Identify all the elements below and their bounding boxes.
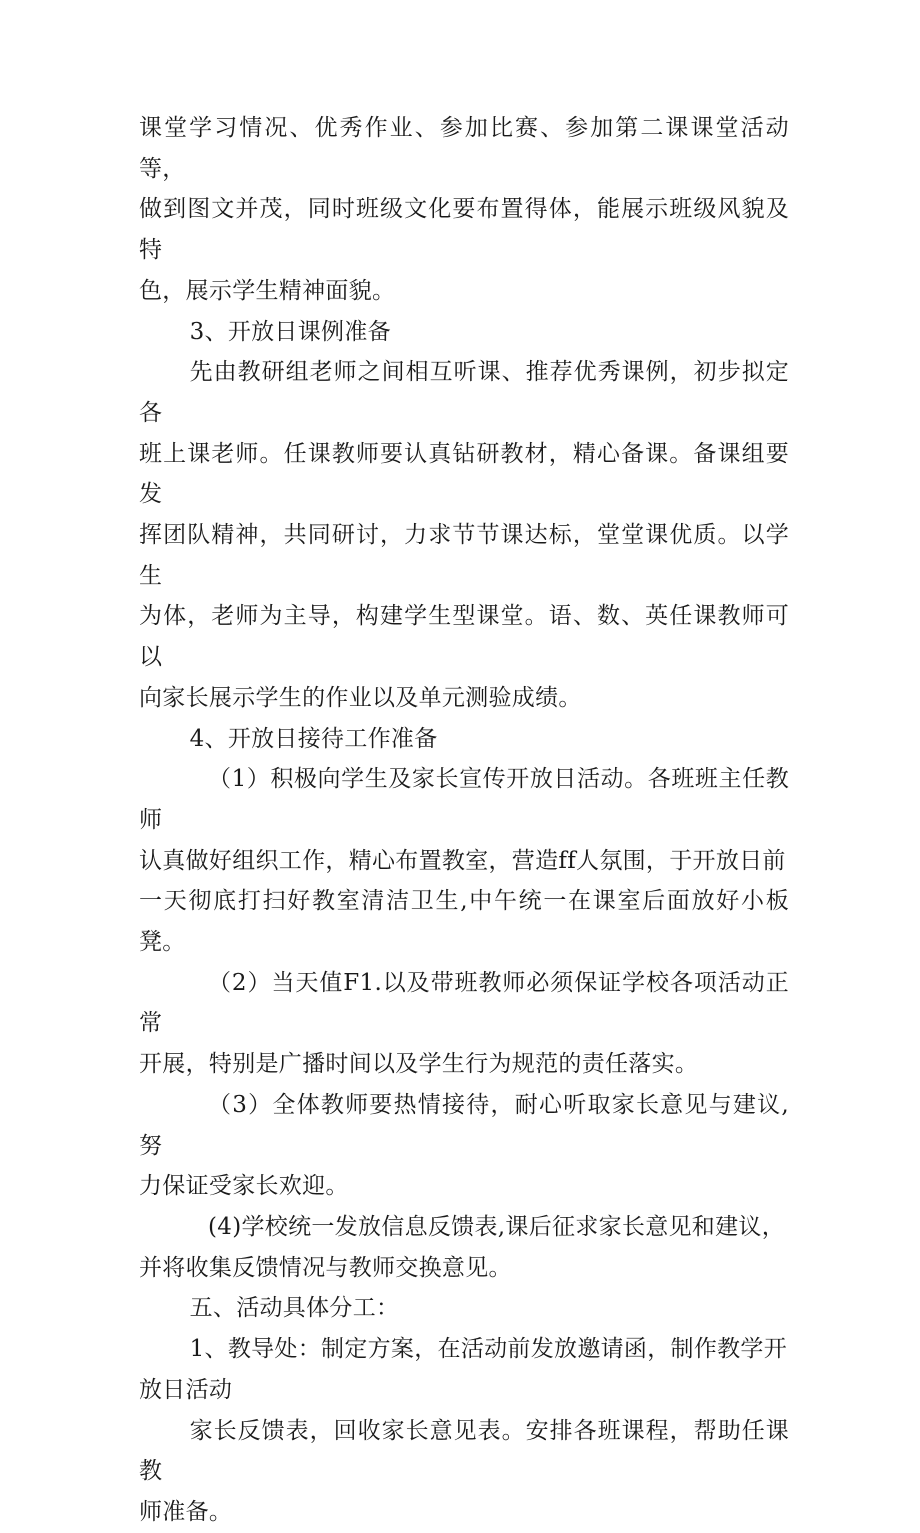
heading-lesson-preparation xyxy=(139,312,789,353)
text-line: 课堂学习情况、优秀作业、参加比赛、参加第二课课堂活动等， xyxy=(139,115,789,182)
paragraph-item-3 xyxy=(139,1085,789,1207)
text-line: 先由教研组老师之间相互听课、推荐优秀课例，初步拟定各 xyxy=(139,359,789,426)
paragraph-feedback-form xyxy=(139,1411,789,1533)
text-line: 1、教导处：制定方案，在活动前发放邀请函，制作教学开 xyxy=(189,1336,788,1363)
text-line: 并将收集反馈情况与教师交换意见。 xyxy=(139,1254,512,1281)
heading-text: 4、开放日接待工作准备 xyxy=(189,725,438,752)
text-line: 色，展示学生精神面貌。 xyxy=(139,277,396,304)
text-line: 做到图文并茂，同时班级文化要布置得体，能展示班级风貌及特 xyxy=(139,196,789,264)
heading-reception-preparation xyxy=(139,719,789,760)
text-line: (4)学校统一发放信息反馈表,课后征求家长意见和建议， xyxy=(208,1213,785,1240)
text-line: 班上课老师。任课教师要认真钻研教材，精心备课。备课组要发 xyxy=(139,440,789,508)
paragraph-item-1 xyxy=(139,759,789,963)
text-line: （1）积极向学生及家长宣传开放日活动。各班班主任教师 xyxy=(139,766,789,833)
paragraph-item-2 xyxy=(139,963,789,1085)
text-line: 认真做好组织工作，精心布置教室，营造ff人氛围，于开放日前 xyxy=(139,847,786,874)
text-line: 开展，特别是广播时间以及学生行为规范的责任落实。 xyxy=(139,1051,699,1078)
text-line: （2）当天值F1.以及带班教师必须保证学校各项活动正常 xyxy=(139,969,789,1037)
heading-text: 五、活动具体分工： xyxy=(189,1295,400,1322)
text-line: （3）全体教师要热情接待，耐心听取家长意见与建议,努 xyxy=(139,1091,789,1159)
heading-text: 3、开放日课例准备 xyxy=(189,318,391,345)
document-body xyxy=(139,108,789,1533)
text-line: 挥团队精神，共同研讨，力求节节课达标，堂堂课优质。以学生 xyxy=(139,522,789,589)
text-line: 力保证受家长欢迎。 xyxy=(139,1173,349,1200)
paragraph-lesson-preparation xyxy=(139,352,789,718)
text-line: 为体，老师为主导，构建学生型课堂。语、数、英任课教师可以 xyxy=(139,603,789,671)
heading-division-of-labor xyxy=(139,1288,789,1329)
text-line: 放日活动 xyxy=(139,1376,233,1403)
paragraph-item-4 xyxy=(139,1207,789,1288)
paragraph-academic-office xyxy=(139,1329,789,1410)
text-line: 向家长展示学生的作业以及单元测验成绩。 xyxy=(139,684,582,711)
text-line: 一天彻底打扫好教室清洁卫生,中午统一在课室后面放好小板凳。 xyxy=(139,888,789,956)
text-line: 师准备。 xyxy=(139,1498,233,1525)
paragraph-display-culture xyxy=(139,108,789,312)
text-line: 家长反馈表，回收家长意见表。安排各班课程，帮助任课教 xyxy=(139,1417,789,1485)
